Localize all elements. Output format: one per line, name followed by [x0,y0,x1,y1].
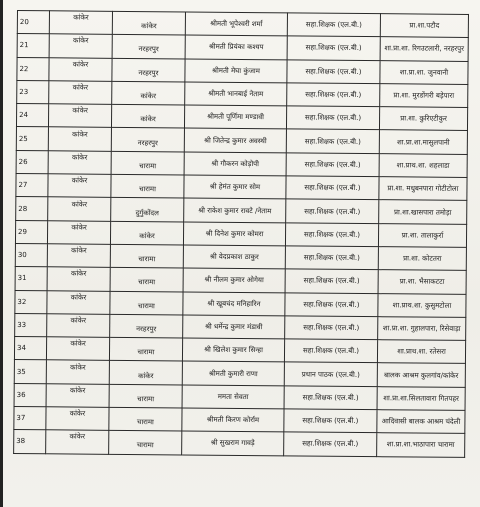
block-cell [112,58,185,82]
designation-cell: सहा.शिक्षक (एल.बी.) [284,409,377,433]
district-cell-text: कांकेर [70,293,87,302]
school-cell: शा.प्राथ.शा. शहलाडा [379,153,467,177]
name-cell: श्री खिलेश कुमार सिन्हा [182,338,284,362]
district-cell [49,81,112,105]
district-cell [49,34,112,58]
school-cell: शा.प्रा.शा.सिलतावारा गितपहर [377,386,465,410]
block-cell-text: चारामा [137,301,155,310]
block-cell-text: चारामा [138,255,156,264]
serial-number-cell: 27 [16,174,48,198]
block-cell [109,361,182,385]
name-cell: श्रीमती प्रियंका कश्यप [185,35,287,59]
serial-number-cell: 25 [16,127,48,151]
block-cell [109,384,182,408]
district-cell [48,104,111,128]
district-cell-text: कांकेर [69,432,86,442]
name-cell: श्रीमती किरण कोर्राम [182,408,284,432]
block-cell-text: कांकेर [138,371,154,380]
school-cell: प्रा.शा. तालाकुर्रा [378,223,466,247]
designation-cell: सहा.शिक्षक (एल.बी.) [285,223,378,247]
designation-cell: सहा.शिक्षक (एल.बी.) [287,59,380,83]
serial-number-cell: 32 [15,290,47,314]
serial-number-cell: 21 [17,34,49,58]
serial-number-cell: 35 [14,360,46,384]
designation-cell: सहा.शिक्षक (एल.बी.) [285,316,378,340]
name-cell: श्री जितेन्द्र कुमार अवस्थी [184,128,286,152]
district-cell [48,197,111,221]
district-cell [48,174,111,198]
district-cell [47,267,110,291]
block-cell-text: चारामा [137,394,155,404]
block-cell [110,244,183,268]
school-cell: शा.प्राथ.शा. कुसुमटोला [378,293,466,317]
school-cell: शा.प्रा.शा. गुहालपारा, रिसेवाड़ा [378,317,466,341]
block-cell [110,314,183,338]
school-cell: शा.प्रा.शा.मासुलपानी [379,130,467,154]
block-cell-text: कांकेर [140,115,156,124]
designation-cell: सहा.शिक्षक (एल.बी.) [286,153,379,177]
serial-number-cell: 30 [15,243,47,267]
serial-number-cell: 20 [17,11,49,35]
block-cell [111,198,184,222]
name-cell: श्रीमती भानबाई नेताम [185,82,287,106]
name-cell: श्रीमती मेघा कुंजाम [185,59,287,83]
name-cell: श्री गौकरन कोड़ोपी [184,152,286,176]
school-cell: प्रा.शा. भैसाकटटा [378,270,466,294]
school-cell: बालक आश्रम कुलगांव/कांकेर [377,363,465,387]
serial-number-cell: 26 [16,150,48,174]
name-cell: श्री सुखराम गावड़े [182,431,284,455]
district-cell-text: कांकेर [71,199,88,209]
district-cell [46,360,109,384]
district-cell [49,11,112,35]
block-cell [110,268,183,292]
district-cell-text: कांकेर [71,153,88,162]
district-cell-text: कांकेर [72,130,88,139]
school-cell: प्रा.शा. कुरिएटीकुर [379,107,467,131]
district-cell-text: कांकेर [71,223,87,232]
district-cell [47,244,110,268]
district-cell [46,337,109,361]
block-cell [111,128,184,152]
serial-number-cell: 24 [16,104,48,128]
block-cell [111,105,184,129]
district-cell [47,314,110,338]
designation-cell: प्रधान पाठक (एल.बी.) [284,362,377,386]
block-cell [109,337,182,361]
block-cell-text: कांकेर [141,22,157,31]
district-cell-text: कांकेर [70,269,87,279]
block-cell [109,431,182,455]
block-cell [112,35,185,59]
block-cell-text: दुर्गुकोंदल [135,208,159,217]
district-cell-text: कांकेर [69,409,86,418]
serial-number-cell: 38 [14,430,46,454]
name-cell: श्री नीलम कुमार ओगेया [183,268,285,292]
district-cell [49,57,112,81]
name-cell: श्री हेमंत कुमार सोम [184,175,286,199]
block-cell-text: चारामा [136,418,154,427]
table-body [14,11,469,458]
designation-cell: सहा.शिक्षक (एल.बी.) [285,269,378,293]
serial-number-cell: 31 [15,267,47,291]
school-cell: प्रा.शा. कोटतरा [378,247,466,271]
block-cell-text: चारामा [139,161,157,171]
designation-cell: सहा.शिक्षक (एल.बी.) [284,386,377,410]
designation-cell: सहा.शिक्षक (एल.बी.) [285,292,378,316]
table-row [14,430,465,457]
block-cell-text: नरहरपुर [138,68,159,77]
name-cell: श्री खूबचंद मनिहारिन [183,292,285,316]
block-cell-text: कांकेर [140,92,157,101]
block-cell-text: नरहरपुर [136,325,157,334]
school-cell: शा.प्राथ.शा. रतेसरा [377,340,465,364]
school-cell: शा.प्रा.शा.भाठापारा चारामा [377,433,465,457]
district-cell [48,127,111,151]
block-cell-text: नरहरपुर [137,138,158,147]
designation-cell: सहा.शिक्षक (एल.बी.) [286,106,379,130]
district-cell-text: कांकेर [73,13,89,22]
name-cell: श्री वेदप्रकाश ठाकुर [183,245,285,269]
block-cell [111,151,184,175]
page-edge [0,0,3,507]
serial-number-cell: 28 [16,197,48,221]
designation-cell: सहा.शिक्षक (एल.बी.) [286,199,379,223]
block-cell [110,291,183,315]
district-cell [46,384,109,408]
district-cell [47,220,110,244]
district-cell [47,290,110,314]
serial-number-cell: 29 [15,220,47,244]
block-cell [111,174,184,198]
district-cell [46,430,109,454]
serial-number-cell: 23 [17,80,49,104]
block-cell-text: नरहरपुर [138,45,159,54]
district-cell-text: कांकेर [72,83,89,92]
district-cell-text: कांकेर [71,246,87,255]
school-cell: प्रा.शा.खासपारा तमोड़ा [379,200,467,224]
district-cell [48,151,111,175]
serial-number-cell: 36 [14,383,46,407]
district-cell-text: कांकेर [72,106,88,115]
school-cell: प्रा.शा.पटौद [380,14,468,38]
designation-cell: सहा.शिक्षक (एल.बी.) [287,36,380,60]
district-cell-text: कांकेर [70,316,87,325]
district-cell-text: कांकेर [71,176,88,185]
district-cell-text: कांकेर [70,363,86,372]
designation-cell: सहा.शिक्षक (एल.बी.) [286,129,379,153]
designation-cell: सहा.शिक्षक (एल.बी.) [285,246,378,270]
teacher-list-table [13,10,469,458]
block-cell-text: चारामा [136,441,154,450]
designation-cell: सहा.शिक्षक (एल.बी.) [287,83,380,107]
district-cell-text: कांकेर [70,339,86,348]
name-cell: श्री दिनेश कुमार कोमरा [183,222,285,246]
block-cell [109,407,182,431]
name-cell: श्री राकेश कुमार रावटे /नेताम [184,198,286,222]
district-cell-text: कांकेर [69,386,86,395]
district-cell-text: कांकेर [72,36,89,46]
school-cell: प्रा.शा. मुरडोंगरी बड़ेपारा [380,84,468,108]
name-cell: श्रीमती कुमारी राणा [182,361,284,385]
school-cell: प्रा.शा. मधुबनपारा गोटीटोला [379,177,467,201]
designation-cell: सहा.शिक्षक (एल.बी.) [287,13,380,37]
block-cell [110,221,183,245]
block-cell [112,11,185,35]
designation-cell: सहा.शिक्षक (एल.बी.) [284,339,377,363]
name-cell: श्रीमती भूपेश्वरी शर्मा [185,12,287,36]
block-cell-text: चारामा [137,348,155,357]
designation-cell: सहा.शिक्षक (एल.बी.) [286,176,379,200]
block-cell-text: चारामा [138,185,156,194]
school-cell: शा.प्रा.शा. रिगउटलारी, नरहरपुर [380,37,468,61]
serial-number-cell: 34 [14,337,46,361]
district-cell-text: कांकेर [72,60,89,69]
serial-number-cell: 22 [17,57,49,81]
block-cell [112,81,185,105]
district-cell [46,407,109,431]
name-cell: श्रीमती पूर्णिमा मण्डावी [184,105,286,129]
serial-number-cell: 33 [15,313,47,337]
school-cell: आदिवासी बालक आश्रम चंदेली [377,410,465,434]
block-cell-text: चारामा [138,278,156,287]
designation-cell: सहा.शिक्षक (एल.बी.) [284,432,377,456]
block-cell-text: कांकेर [139,231,155,241]
school-cell: शा.प्रा.शा. जुनवानी [380,60,468,84]
name-cell: ममता सेवता [182,385,284,409]
serial-number-cell: 37 [14,407,46,431]
name-cell: श्री धर्मेन्द्र कुमार मंडावी [183,315,285,339]
